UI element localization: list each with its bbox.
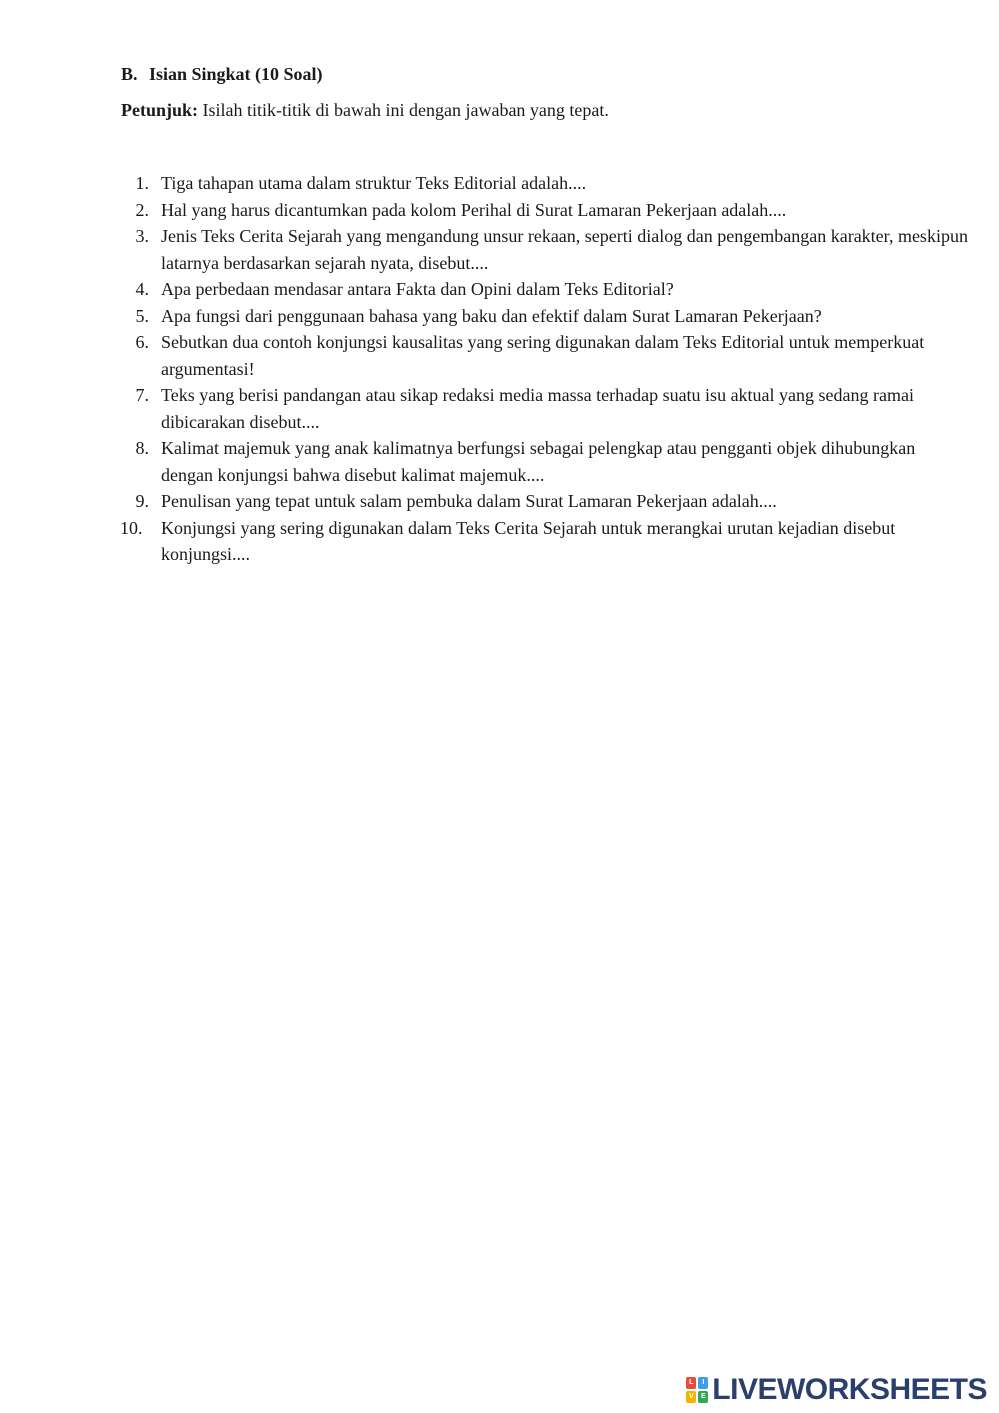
question-text: Apa perbedaan mendasar antara Fakta dan Opini dalam Teks Editorial?: [161, 279, 674, 299]
question-item: [120, 435, 970, 488]
question-number: 9.: [135, 491, 149, 511]
question-text: Tiga tahapan utama dalam struktur Teks Editorial adalah....: [161, 173, 587, 193]
question-text: Apa fungsi dari penggunaan bahasa yang baku dan efektif dalam Surat Lamaran Pekerjaan?: [161, 305, 822, 326]
question-number: 10.: [120, 517, 143, 538]
question-text: Jenis Teks Cerita Sejarah yang mengandung unsur rekaan, seperti dialog dan pengembangan karakter, meskipun latarnya berdasarkan sejarah nyata, disebut....: [161, 226, 968, 273]
logo-tile-i: I: [698, 1377, 708, 1389]
section-heading: [121, 62, 323, 86]
question-number: 2.: [135, 199, 149, 220]
instruction-text: Isilah titik-titik di bawah ini dengan jawaban yang tepat.: [202, 100, 609, 120]
question-list: [120, 170, 970, 568]
instruction-line: [121, 98, 609, 122]
question-number: 8.: [135, 438, 149, 458]
question-item: [120, 303, 970, 330]
question-item: [120, 197, 970, 224]
section-title-text: Isian Singkat (10 Soal): [149, 64, 323, 84]
question-text: Teks yang berisi pandangan atau sikap redaksi media massa terhadap suatu isu aktual yang sedang ramai dibicarakan disebut....: [161, 385, 914, 432]
question-text: Konjungsi yang sering digunakan dalam Teks Cerita Sejarah untuk merangkai urutan kejadian disebut konjungsi....: [161, 517, 896, 564]
question-item: [120, 515, 970, 568]
instruction-label: Petunjuk:: [121, 100, 199, 120]
liveworksheets-logo: [686, 1373, 987, 1407]
question-text: Hal yang harus dicantumkan pada kolom Perihal di Surat Lamaran Pekerjaan adalah....: [161, 199, 787, 220]
logo-tile-v: V: [686, 1391, 696, 1403]
question-text: Penulisan yang tepat untuk salam pembuka dalam Surat Lamaran Pekerjaan adalah....: [161, 491, 777, 511]
question-item: [120, 276, 970, 303]
question-item: [120, 329, 970, 382]
question-item: [120, 382, 970, 435]
question-item: [120, 170, 970, 197]
question-item: [120, 488, 970, 515]
question-text: Kalimat majemuk yang anak kalimatnya berfungsi sebagai pelengkap atau pengganti objek dihubungkan dengan konjungsi bahwa disebut kalimat majemuk....: [161, 438, 916, 485]
liveworksheets-logo-text: LIVEWORKSHEETS: [712, 1373, 987, 1406]
logo-tile-l: L: [686, 1377, 696, 1389]
question-number: 3.: [135, 226, 149, 246]
section-letter: B.: [121, 64, 138, 84]
question-number: 7.: [135, 385, 149, 405]
question-item: [120, 223, 970, 276]
question-number: 6.: [135, 332, 149, 352]
question-number: 4.: [135, 279, 149, 299]
question-text: Sebutkan dua contoh konjungsi kausalitas yang sering digunakan dalam Teks Editorial untuk memperkuat argumentasi!: [161, 332, 925, 379]
question-number: 1.: [135, 173, 149, 193]
liveworksheets-logo-icon: [686, 1377, 708, 1403]
question-number: 5.: [135, 305, 149, 326]
logo-tile-e: E: [698, 1391, 708, 1403]
